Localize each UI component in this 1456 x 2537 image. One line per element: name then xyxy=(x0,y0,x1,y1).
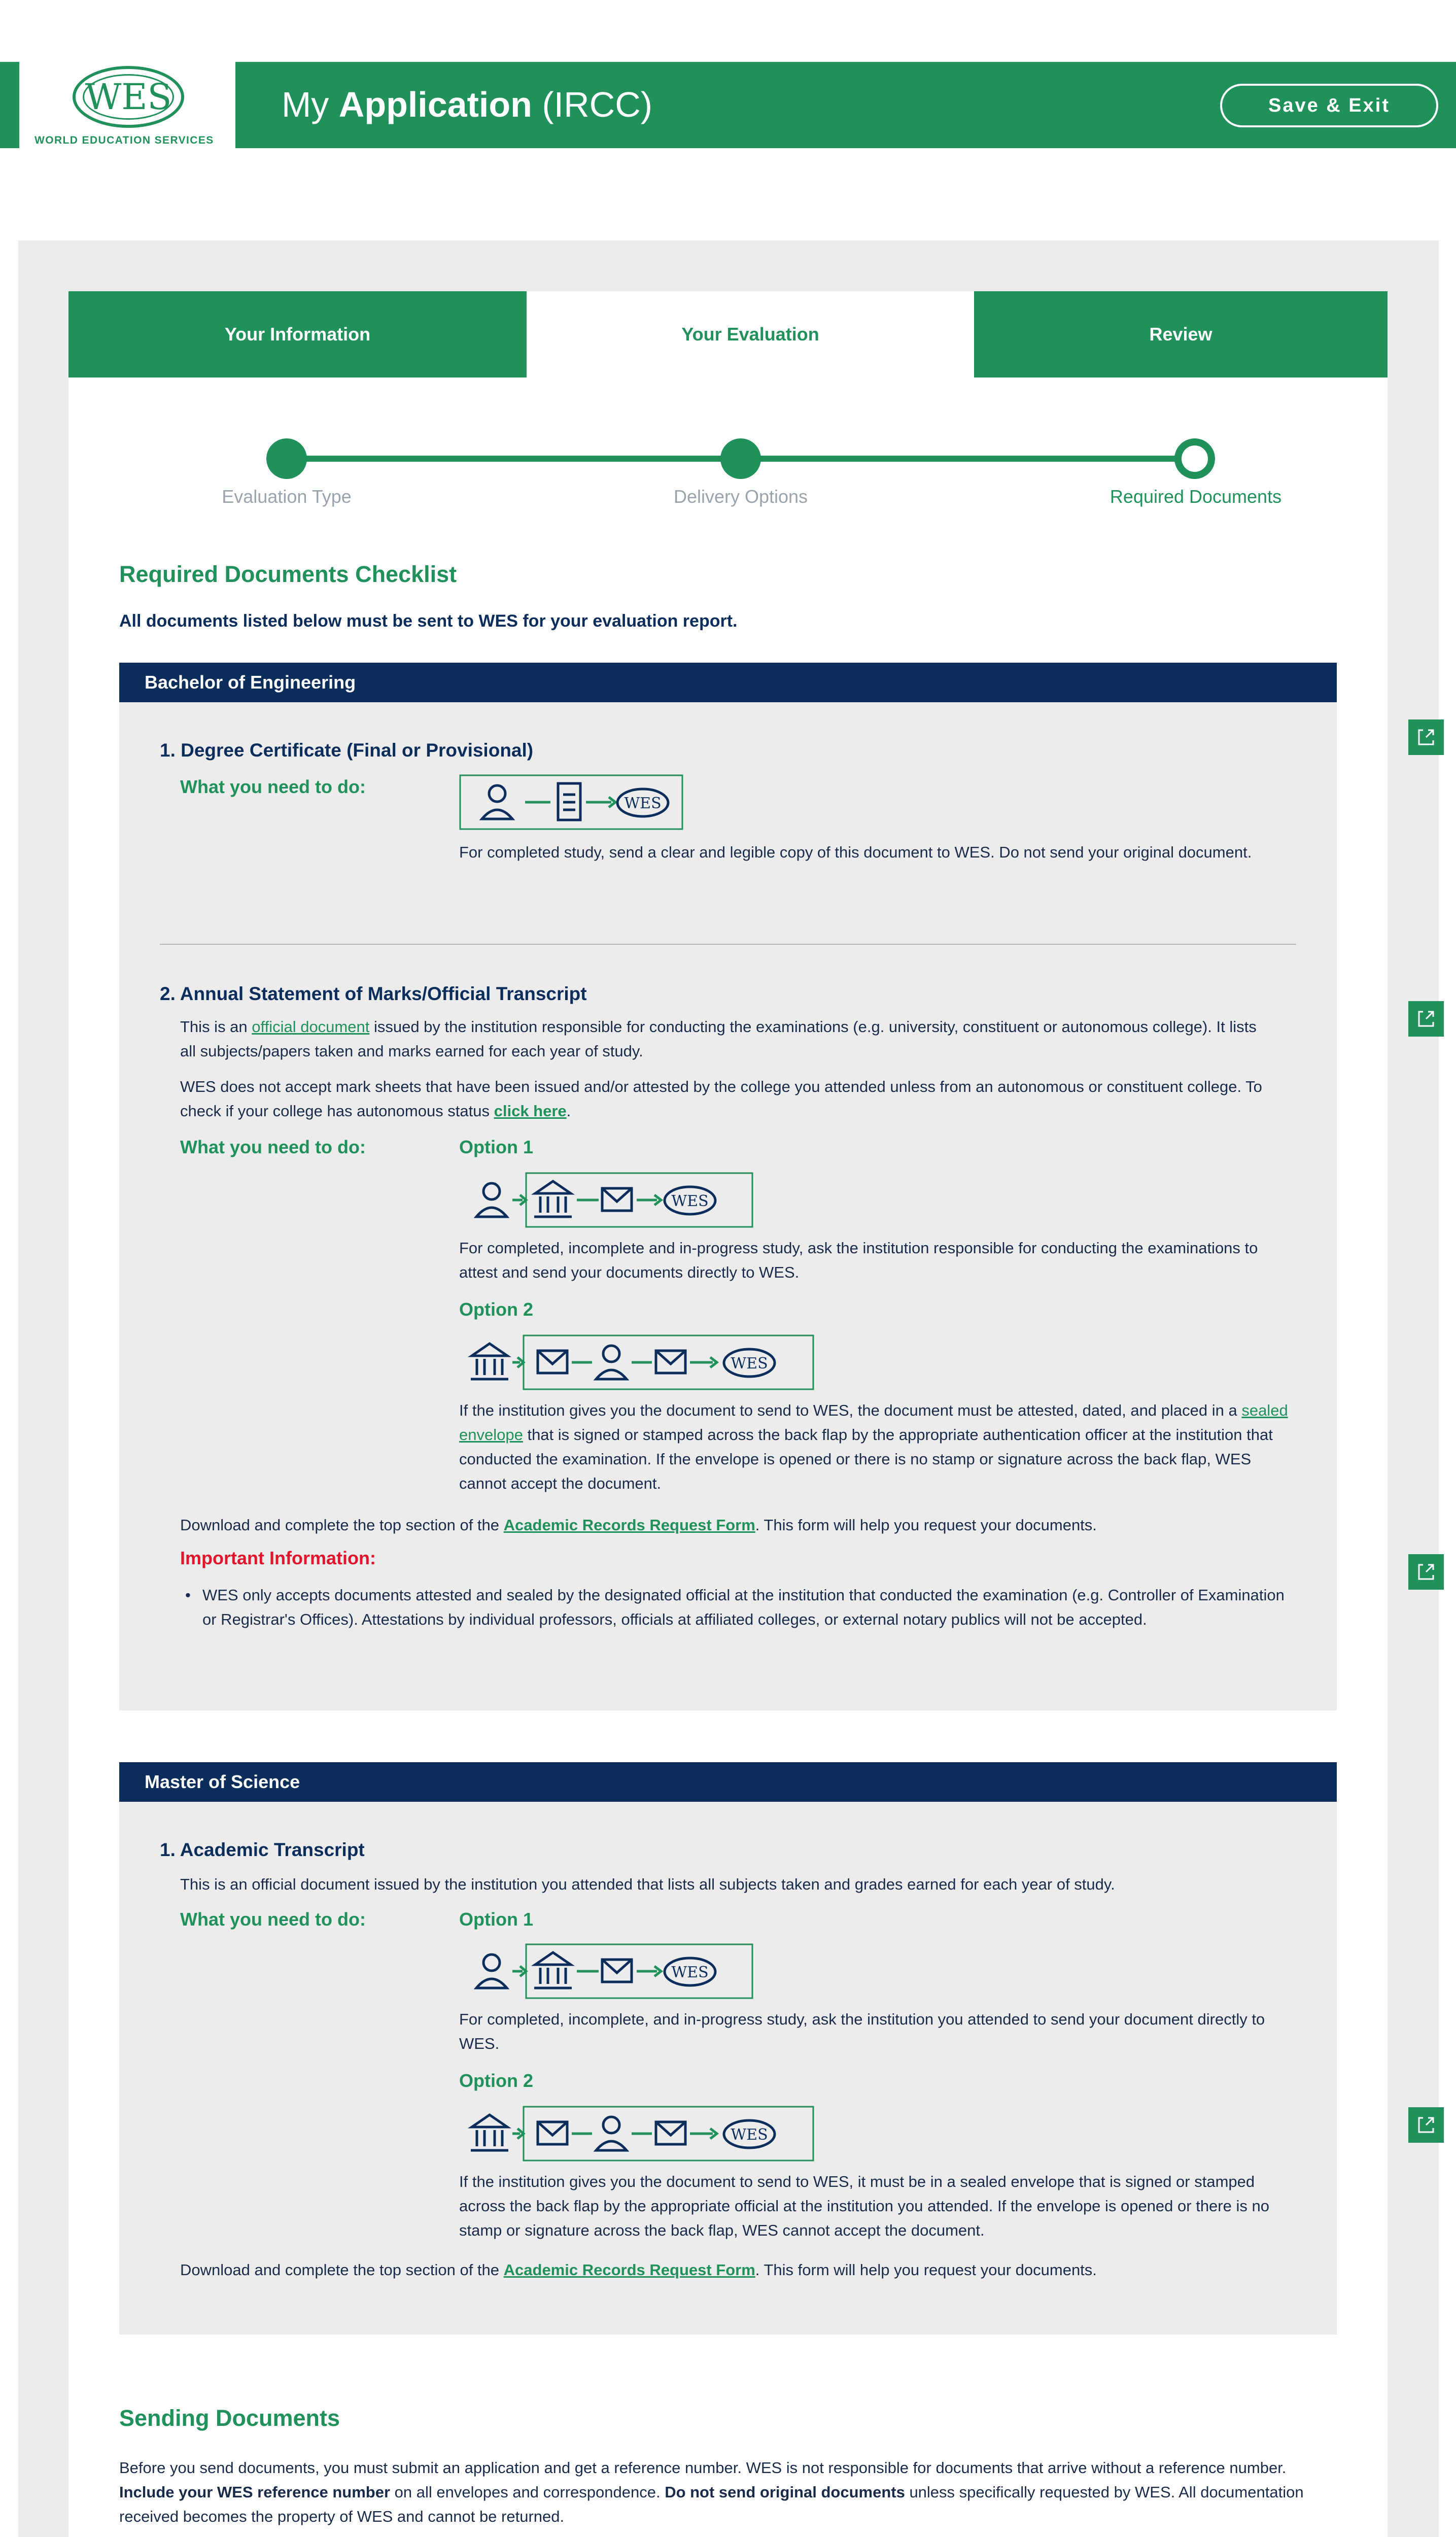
step-dot-evaluation-type[interactable] xyxy=(266,438,307,479)
person-icon xyxy=(596,1346,627,1379)
academic-records-form-link[interactable]: Academic Records Request Form xyxy=(503,2261,755,2279)
todo-label: What you need to do: xyxy=(180,1137,366,1157)
checklist-intro: All documents listed below must be sent to WES for your evaluation report. xyxy=(119,611,738,631)
marks-desc-2 xyxy=(180,1075,1286,1123)
tab-label: Your Information xyxy=(224,324,371,345)
option-1-label: Option 1 xyxy=(459,1909,533,1930)
wes-icon xyxy=(617,789,668,816)
tab-label: Your Evaluation xyxy=(681,324,819,345)
sending-documents-desc xyxy=(119,2456,1337,2529)
envelope-icon xyxy=(602,1960,632,1982)
text-span: on all envelopes and correspondence. xyxy=(390,2483,665,2501)
text-span: Download and complete the top section of the xyxy=(180,1516,504,1534)
person-icon xyxy=(476,1955,507,1988)
envelope-icon xyxy=(538,1351,567,1373)
option-1-label: Option 1 xyxy=(459,1137,533,1157)
person-icon xyxy=(476,1183,507,1217)
step-label-evaluation-type[interactable]: Evaluation Type xyxy=(222,486,352,507)
checklist-title: Required Documents Checklist xyxy=(119,561,457,587)
text-span: issued by the institution responsible for conducting the examinations (e.g. university, constituent or autonomous college). It lists all subjects/papers taken and marks earned for each year of study. xyxy=(180,1018,1257,1060)
item-degree-certificate-title: 1. Degree Certificate (Final or Provisional) xyxy=(160,740,534,761)
tab-your-information[interactable] xyxy=(68,291,527,378)
flow-diagram-send-copy xyxy=(459,774,683,830)
expand-icon[interactable] xyxy=(1408,1554,1444,1590)
text-span: that is signed or stamped across the back flap by the appropriate authentication officer at the institution that conducted the examination. If the envelope is opened or there is no stamp or signature across the back flap, WES cannot accept the document. xyxy=(459,1426,1273,1492)
text-span: If the institution gives you the document to send to WES, the document must be attested, dated, and placed in a xyxy=(459,1401,1242,1419)
flow-diagram-option-1 xyxy=(459,1943,753,1999)
page-title xyxy=(282,84,652,125)
download-form-text xyxy=(180,2258,1296,2282)
envelope-icon xyxy=(656,1351,685,1373)
title-suffix: (IRCC) xyxy=(542,85,653,124)
wes-logo-mark xyxy=(73,66,184,128)
wes-logo[interactable] xyxy=(12,62,235,148)
logo-text: WES xyxy=(85,76,172,118)
text-bold: Include your WES reference number xyxy=(119,2483,391,2501)
wes-icon-label: WES xyxy=(731,1355,768,1373)
item-academic-transcript-title: 1. Academic Transcript xyxy=(160,1839,365,1860)
important-info-label: Important Information: xyxy=(180,1548,376,1568)
item-divider xyxy=(160,944,1296,945)
degree-certificate-desc: For completed study, send a clear and legible copy of this document to WES. Do not send your original document. xyxy=(459,843,1252,861)
flow-diagram-option-2 xyxy=(459,1334,814,1390)
expand-icon[interactable] xyxy=(1408,1001,1444,1037)
bullet-text: WES only accepts documents attested and sealed by the designated official at the institution that conducted the examination (e.g. Controller of Examination or Registrar's Offices). Attestations by individual professors, officials at affiliated colleges, or external notary publics will not be accepted. xyxy=(202,1586,1285,1628)
text-span: Before you send documents, you must submit an application and get a reference number. WES is not responsible for documents that arrive without a reference number. xyxy=(119,2459,1287,2477)
institution-icon xyxy=(471,1344,508,1379)
institution-icon xyxy=(534,1181,572,1217)
flow-diagram-option-1 xyxy=(459,1172,753,1228)
autonomous-status-link[interactable]: click here xyxy=(494,1102,567,1120)
text-span: unless specifically requested by WES. All documentation received becomes the property of WES and cannot be returned. xyxy=(119,2483,1304,2525)
institution-icon xyxy=(534,1952,572,1988)
bullet-icon: • xyxy=(185,1586,191,1604)
download-form-text xyxy=(180,1513,1296,1537)
option-1-desc: For completed, incomplete, and in-progress study, ask the institution you attended to send your document directly to WES. xyxy=(459,2010,1265,2052)
title-bold: Application xyxy=(338,85,532,124)
tab-your-evaluation[interactable] xyxy=(527,291,974,378)
panel-master-header xyxy=(119,1762,1337,1802)
text-bold: Do not send original documents xyxy=(665,2483,905,2501)
important-info-bullet xyxy=(180,1583,1296,1632)
tab-review[interactable] xyxy=(974,291,1388,378)
text-span: . This form will help you request your documents. xyxy=(755,2261,1097,2279)
item-marks-transcript-title: 2. Annual Statement of Marks/Official Transcript xyxy=(160,983,587,1004)
wes-icon-label: WES xyxy=(671,1964,709,1981)
envelope-icon xyxy=(602,1188,632,1211)
panel-bachelor-header xyxy=(119,663,1337,702)
todo-label: What you need to do: xyxy=(180,776,366,797)
step-label-required-documents: Required Documents xyxy=(1110,486,1282,507)
text-span: WES does not accept mark sheets that have been issued and/or attested by the college you attended unless from an autonomous or constituent college. To check if your college has autonomous status xyxy=(180,1078,1262,1120)
expand-icon[interactable] xyxy=(1408,2107,1444,2143)
todo-label: What you need to do: xyxy=(180,1909,366,1930)
wes-icon xyxy=(665,1958,715,1985)
wes-icon xyxy=(724,2120,775,2148)
sending-documents-title: Sending Documents xyxy=(119,2405,340,2431)
option-2-desc: If the institution gives you the document to send to WES, it must be in a sealed envelope that is signed or stamped across the back flap by the appropriate official at the institution you attended. If the envelope is opened or there is no stamp or signature across the back flap, WES cannot accept the document. xyxy=(459,2173,1269,2239)
expand-icon[interactable] xyxy=(1408,719,1444,755)
person-icon xyxy=(482,785,512,819)
flow-diagram-option-2 xyxy=(459,2106,814,2162)
save-exit-button[interactable]: Save & Exit xyxy=(1220,84,1438,127)
option-2-label: Option 2 xyxy=(459,2070,533,2091)
step-dot-delivery-options[interactable] xyxy=(720,438,761,479)
academic-records-form-link[interactable]: Academic Records Request Form xyxy=(503,1516,755,1534)
text-span: . xyxy=(566,1102,571,1120)
marks-desc-1 xyxy=(180,1015,1261,1064)
official-document-link[interactable]: official document xyxy=(252,1018,370,1036)
title-prefix: My xyxy=(282,85,329,124)
option-2-desc xyxy=(459,1398,1301,1496)
wes-icon xyxy=(665,1187,715,1214)
document-icon xyxy=(558,783,580,820)
tab-label: Review xyxy=(1149,324,1212,345)
text-span: . This form will help you request your documents. xyxy=(755,1516,1097,1534)
person-icon xyxy=(596,2117,627,2150)
wes-icon-label: WES xyxy=(671,1192,709,1210)
academic-transcript-desc: This is an official document issued by the institution you attended that lists all subjects taken and grades earned for each year of study. xyxy=(180,1875,1115,1893)
wes-icon-label: WES xyxy=(624,795,662,812)
sealed-envelope-link[interactable]: sealed envelope xyxy=(459,1401,1288,1444)
wes-icon xyxy=(724,1349,775,1377)
panel-title: Master of Science xyxy=(145,1771,300,1792)
wes-icon-label: WES xyxy=(731,2126,768,2144)
logo-tagline: WORLD EDUCATION SERVICES xyxy=(34,134,214,146)
app-header xyxy=(0,62,1456,148)
step-dot-required-documents xyxy=(1174,438,1215,479)
envelope-icon xyxy=(656,2122,685,2144)
envelope-icon xyxy=(538,2122,567,2144)
panel-title: Bachelor of Engineering xyxy=(145,672,356,693)
option-2-label: Option 2 xyxy=(459,1299,533,1320)
institution-icon xyxy=(471,2115,508,2150)
text-span: Download and complete the top section of the xyxy=(180,2261,504,2279)
text-span: This is an xyxy=(180,1018,252,1036)
option-1-desc: For completed, incomplete and in-progress study, ask the institution responsible for conducting the examinations to attest and send your documents directly to WES. xyxy=(459,1239,1258,1281)
step-label-delivery-options[interactable]: Delivery Options xyxy=(673,486,808,507)
